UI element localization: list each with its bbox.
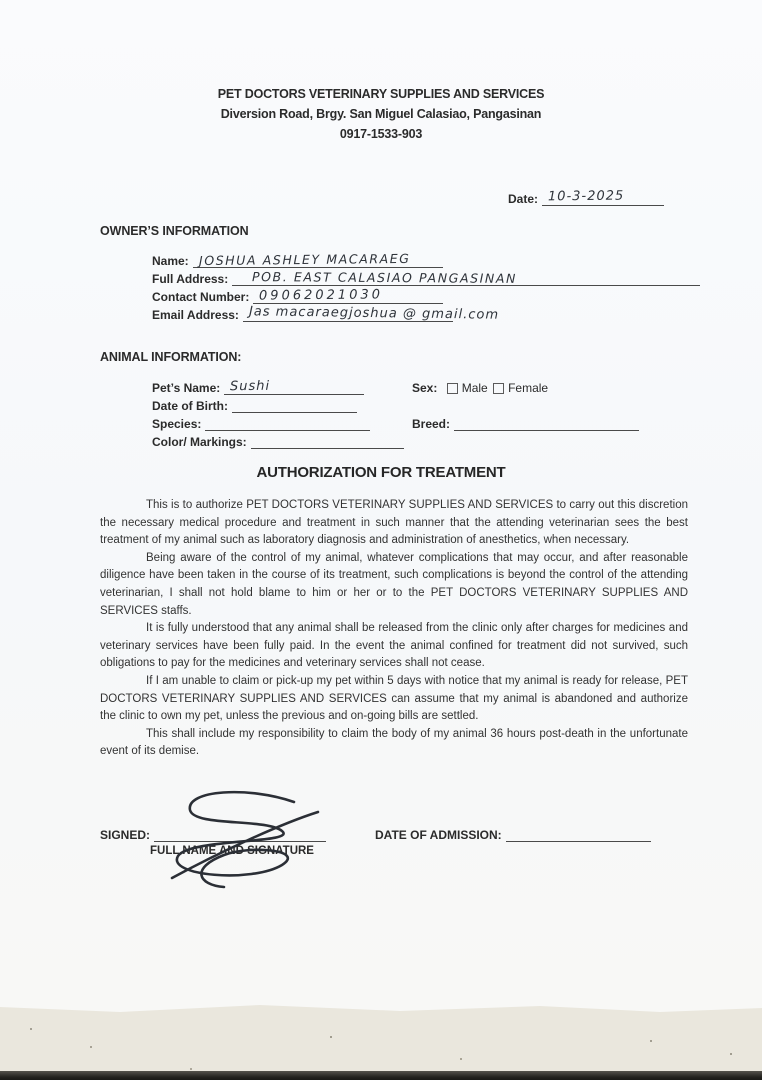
date-of-admission-line <box>506 826 651 842</box>
authorization-paragraph: If I am unable to claim or pick-up my pet within 5 days with notice that my animal is ready for release, PET DOCTORS VETERINARY SUPPLIES AND SERVICES can assume that my animal is abandoned and authorize the clinic to own my pet, unless the previous and on-going bills are settled. <box>100 674 688 723</box>
clinic-address: Diversion Road, Brgy. San Miguel Calasiao, Pangasinan <box>220 107 542 121</box>
owner-contact-line <box>253 288 443 304</box>
owner-address-row <box>152 270 700 286</box>
pet-name-value-handwritten: Sushi <box>230 378 271 395</box>
signed-label: SIGNED: <box>100 828 151 842</box>
owner-address-label: Full Address: <box>152 272 229 286</box>
owner-name-row <box>152 252 443 268</box>
date-line <box>542 190 664 206</box>
date-label: Date: <box>508 192 539 206</box>
owner-address-value-handwritten: POB. EAST CALASIAO PANGASINAN <box>252 269 518 286</box>
color-markings-line <box>251 433 404 449</box>
pet-name-row <box>152 379 364 395</box>
species-line <box>205 415 370 431</box>
color-markings-row <box>152 433 404 449</box>
clinic-name: PET DOCTORS VETERINARY SUPPLIES AND SERVICES <box>217 87 545 101</box>
female-option-label: Female <box>508 381 549 395</box>
breed-row <box>412 415 639 431</box>
owner-name-line <box>193 252 443 268</box>
clinic-phone: 0917-1533-903 <box>339 127 423 141</box>
date-of-admission-row <box>375 826 651 842</box>
owner-email-row <box>152 304 500 323</box>
date-value-handwritten: 10-3-2025 <box>547 188 625 205</box>
owner-email-line <box>243 304 500 323</box>
authorization-paragraph: Being aware of the control of my animal, whatever complications that may occur, and after reasonable diligence have been taken in the course of its treatment, such complications is beyond the control of the attending veterinarian, I shall not hold blame to him or her or to the PET DOCTORS VETERINARY SUPPLIES AND SERVICES staffs. <box>100 551 688 617</box>
sex-field <box>412 381 548 395</box>
female-checkbox <box>493 383 504 394</box>
owner-name-value-handwritten: JOSHUA ASHLEY MACARAEG <box>198 250 411 269</box>
date-of-birth-row <box>152 397 357 413</box>
owner-email-label: Email Address: <box>152 308 239 322</box>
color-markings-label: Color/ Markings: <box>152 435 247 449</box>
owner-email-value-handwritten: Jas macaraegjoshua @ gmail.com <box>248 304 500 323</box>
pet-name-line <box>224 379 364 395</box>
scan-speckles <box>30 1028 32 1030</box>
signed-row <box>100 826 326 842</box>
authorization-paragraph: This is to authorize PET DOCTORS VETERINARY SUPPLIES AND SERVICES to carry out this discretion the necessary medical procedure and treatment in such manner that the attending veterinarian sees the best treatment of my animal such as laboratory diagnosis and administration of anesthetics, when necessary. <box>100 499 688 547</box>
date-of-admission-label: DATE OF ADMISSION: <box>375 828 502 842</box>
species-row <box>152 415 370 431</box>
owner-contact-value-handwritten: 09062021030 <box>259 287 384 304</box>
authorization-paragraph: This shall include my responsibility to claim the body of my animal 36 hours post-death in the unfortunate event of its demise. <box>100 727 688 758</box>
male-checkbox <box>447 383 458 394</box>
signature-caption: FULL NAME AND SIGNATURE <box>150 845 314 857</box>
authorization-paragraph: It is fully understood that any animal shall be released from the clinic only after charges for medicines and veterinary services have been fully paid. In the event the animal confined for treatment did not survived, such obligations to pay for the medicines and veterinary services shall not cease. <box>100 622 688 670</box>
sex-label: Sex: <box>412 381 438 395</box>
owner-contact-label: Contact Number: <box>152 290 250 304</box>
owner-contact-row <box>152 288 443 304</box>
animal-section-heading: ANIMAL INFORMATION: <box>100 350 242 364</box>
species-label: Species: <box>152 417 202 431</box>
date-of-birth-label: Date of Birth: <box>152 399 228 413</box>
signed-line <box>154 826 326 842</box>
clinic-header <box>0 84 762 144</box>
breed-label: Breed: <box>412 417 451 431</box>
male-option-label: Male <box>461 381 488 395</box>
date-row <box>508 190 664 206</box>
authorization-title: AUTHORIZATION FOR TREATMENT <box>256 464 506 481</box>
owner-address-line <box>232 270 700 286</box>
authorization-body <box>100 497 688 761</box>
pet-name-label: Pet’s Name: <box>152 381 221 395</box>
owner-section-heading: OWNER’S INFORMATION <box>100 224 249 238</box>
owner-name-label: Name: <box>152 254 189 268</box>
date-of-birth-line <box>232 397 357 413</box>
scanner-edge-strip <box>0 1071 762 1080</box>
breed-line <box>454 415 639 431</box>
